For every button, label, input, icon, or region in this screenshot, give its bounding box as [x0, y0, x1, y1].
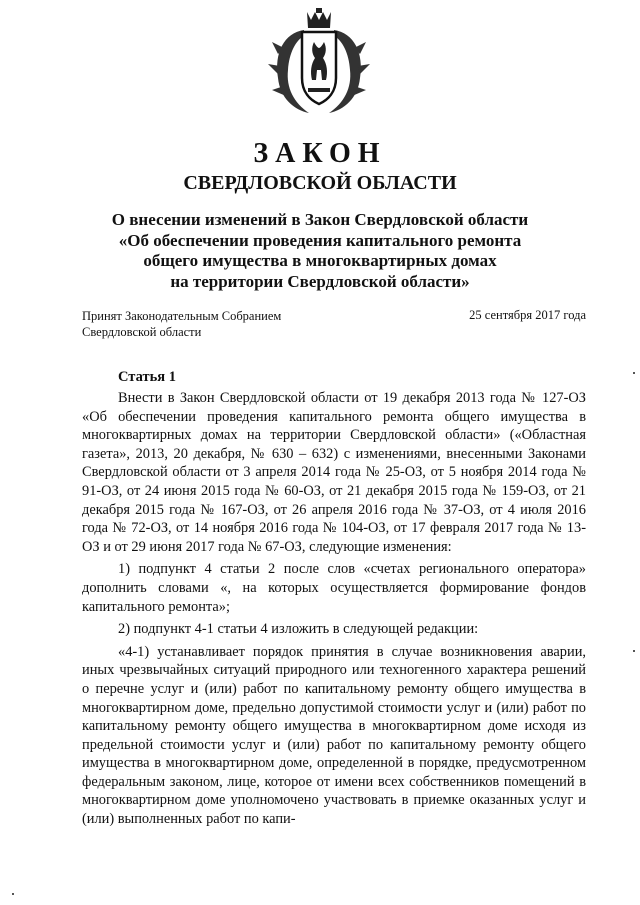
scan-speck: [633, 650, 635, 652]
article-paragraph: «4-1) устанавливает порядок принятия в случае возникновения аварии, иных чрезвычайных ситуаций природного или техногенного характера решений о перечне услуг и (или) работ по капитальному ремонту общего имущества в многоквартирном доме, предельно допустимой стоимости услуг и (или) работ по капитальному ремонту общего имущества в многоквартирном доме исходя из предельной стоимости услуг и (или) работ по капитальному ремонту общего имущества в многоквартирном доме, определенной в порядке, предусмотренном федеральным законом, лице, которое от имени всех собственников помещений в многоквартирном доме уполномочено участвовать в приемке оказанных услуг и (или) выполненных работ по капи-: [82, 643, 586, 828]
heading-line: «Об обеспечении проведения капитального ремонта: [118, 230, 522, 250]
article-body: [82, 389, 586, 833]
law-heading: [40, 210, 600, 292]
scan-speck: [12, 893, 14, 895]
heading-line: на территории Свердловской области»: [170, 271, 470, 291]
article-title: Статья 1: [118, 369, 176, 385]
article-paragraph: 1) подпункт 4 статьи 2 после слов «счетах регионального оператора» дополнить словами «, на которых осуществляется формирование фондов капитального ремонта»;: [82, 561, 586, 615]
scan-speck: [633, 372, 635, 374]
adoption-date: 25 сентября 2017 года: [469, 308, 586, 322]
adopted-by: [82, 308, 281, 340]
document-title: ЗАКОН: [253, 138, 387, 169]
document-subtitle: СВЕРДЛОВСКОЙ ОБЛАСТИ: [183, 172, 457, 194]
heading-line: общего имущества в многоквартирных домах: [143, 251, 497, 270]
heading-line: О внесении изменений в Закон Свердловской области: [111, 210, 529, 229]
article-paragraph: 2) подпункт 4-1 статьи 4 изложить в следующей редакции:: [118, 621, 479, 638]
adopted-line: Свердловской области: [82, 325, 202, 339]
article-paragraph: Внести в Закон Свердловской области от 19 декабря 2013 года № 127-ОЗ «Об обеспечении проведения капитального ремонта общего имущества в многоквартирных домах на территории Свердловской области» («Областная газета», 2013, 20 декабря, № 630 – 632) с изменениями, внесенными Законами Свердловской области от 3 апреля 2014 года № 25-ОЗ, от 5 ноября 2014 года № 91-ОЗ, от 24 июня 2015 года № 60-ОЗ, от 21 декабря 2015 года № 159-ОЗ, от 21 декабря 2015 года № 167-ОЗ, от 26 апреля 2016 года № 37-ОЗ, от 4 июля 2016 года № 72-ОЗ, от 14 ноября 2016 года № 104-ОЗ, от 17 февраля 2017 года № 13-ОЗ и от 29 июня 2017 года № 67-ОЗ, следующие изменения:: [82, 390, 586, 555]
coat-of-arms-icon: [264, 8, 374, 118]
adopted-line: Принят Законодательным Собранием: [82, 309, 282, 323]
